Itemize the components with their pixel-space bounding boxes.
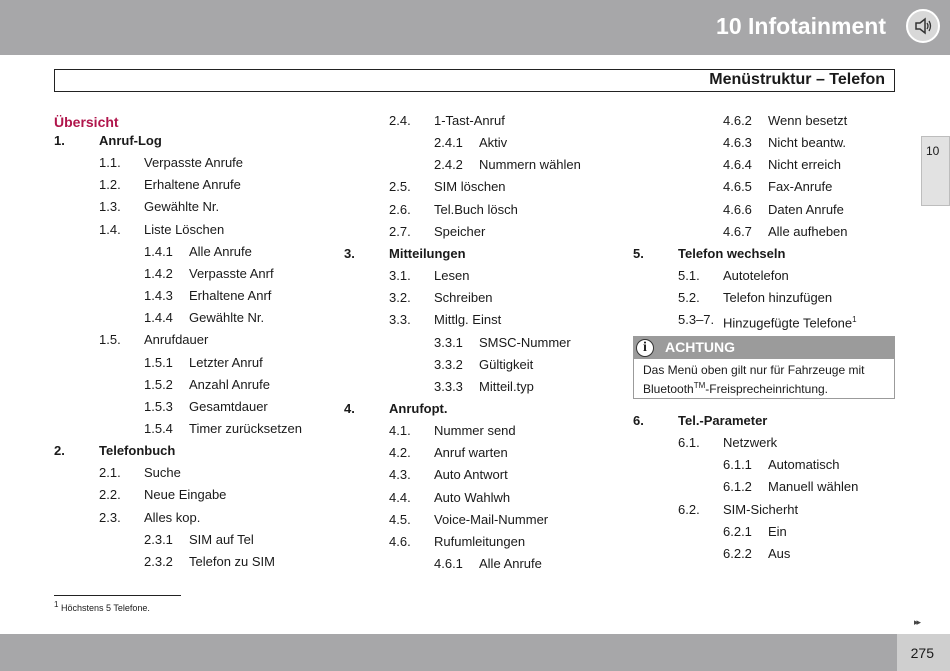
side-tab-label: 10	[926, 144, 940, 158]
warning-box	[633, 336, 895, 399]
menu-item-number: 2.6.	[389, 201, 411, 217]
menu-item-number: 4.3.	[389, 467, 411, 483]
menu-item-label: Erhaltene Anrf	[189, 288, 272, 304]
menu-item-number: 1.4.4	[144, 310, 173, 326]
menu-item-number: 6.1.	[678, 435, 700, 451]
menu-item-number: 6.2.2	[723, 545, 752, 561]
menu-item-number: 3.3.3	[434, 378, 463, 394]
footnote-divider	[54, 595, 181, 596]
menu-item-number: 3.3.	[389, 312, 411, 328]
menu-item-label: Voice-Mail-Nummer	[434, 511, 549, 527]
menu-item-number: 2.3.2	[144, 553, 173, 569]
next-page-icon[interactable]: ▸▸	[914, 617, 920, 627]
menu-item-label: Schreiben	[434, 290, 493, 306]
menu-item-number: 2.7.	[389, 223, 411, 239]
menu-item-number: 5.	[633, 245, 644, 261]
menu-item-number: 5.2.	[678, 290, 700, 306]
warning-title: ACHTUNG	[665, 339, 735, 355]
warning-text-part2: -Freisprecheinrichtung.	[705, 382, 828, 396]
menu-item-number: 1.4.	[99, 221, 121, 237]
menu-item-label: Speicher	[434, 223, 486, 239]
chapter-side-tab[interactable]	[921, 136, 950, 206]
menu-item-label: SMSC-Nummer	[479, 334, 571, 350]
menu-item-number: 2.3.1	[144, 531, 173, 547]
menu-item-number: 1.5.3	[144, 398, 173, 414]
menu-section-title: Mitteilungen	[389, 245, 466, 261]
menu-item-label: Anrufdauer	[144, 332, 209, 348]
menu-item-label: Aus	[768, 545, 791, 561]
menu-item-number: 4.6.	[389, 533, 411, 549]
menu-item-label: Mittlg. Einst	[434, 312, 502, 328]
section-header	[54, 69, 895, 92]
menu-item-number: 1.	[54, 133, 65, 148]
menu-item-label: Erhaltene Anrufe	[144, 177, 241, 193]
menu-item-label: Nicht erreich	[768, 157, 841, 173]
menu-item-number: 5.3–7.	[678, 312, 715, 328]
menu-item-label: SIM-Sicherht	[723, 501, 799, 517]
menu-item-number: 4.2.	[389, 445, 411, 461]
menu-item-number: 6.2.	[678, 501, 700, 517]
menu-item-label: Tel.Buch lösch	[434, 201, 518, 217]
menu-item-label: Gültigkeit	[479, 356, 534, 372]
menu-item-number: 1.5.2	[144, 376, 173, 392]
menu-item-label: Gewählte Nr.	[189, 310, 265, 326]
menu-item-number: 1.5.4	[144, 420, 173, 436]
menu-item-number: 4.6.4	[723, 157, 752, 173]
speaker-icon	[906, 9, 940, 43]
menu-item-number: 1.4.3	[144, 288, 173, 304]
menu-item-label: Telefon zu SIM	[189, 553, 275, 569]
menu-item-label: Mitteil.typ	[479, 378, 534, 394]
footnote-text: Höchstens 5 Telefone.	[60, 603, 150, 613]
menu-item-label: Timer zurücksetzen	[189, 420, 302, 436]
menu-item-label: Auto Wahlwh	[434, 489, 511, 505]
menu-item-number: 4.6.6	[723, 201, 752, 217]
menu-item-number: 2.	[54, 443, 65, 459]
menu-item-label: Daten Anrufe	[768, 201, 844, 217]
menu-item-label: Gewählte Nr.	[144, 199, 220, 215]
menu-item-label: Anzahl Anrufe	[189, 376, 270, 392]
warning-header	[634, 337, 894, 359]
menu-section-title: Tel.-Parameter	[678, 413, 768, 428]
menu-item-label: 1-Tast-Anruf	[434, 113, 505, 128]
menu-item-label: Nicht beantw.	[768, 135, 847, 151]
menu-item-number: 4.1.	[389, 423, 411, 439]
menu-section-title: Telefon wechseln	[678, 245, 786, 261]
menu-item-label: Liste Löschen	[144, 221, 225, 237]
menu-item-number: 6.1.2	[723, 479, 752, 495]
menu-item-label: Alles kop.	[144, 509, 201, 525]
menu-item-number: 3.	[344, 245, 355, 261]
menu-item-label: Anruf warten	[434, 445, 508, 461]
menu-item-number: 3.3.2	[434, 356, 463, 372]
menu-item-label: Alle aufheben	[768, 223, 848, 239]
footnote-reference: 1	[852, 315, 857, 325]
warning-text	[643, 363, 893, 397]
menu-item-number: 1.4.1	[144, 243, 173, 259]
menu-section-title: Anruf-Log	[99, 133, 162, 148]
menu-item-number: 6.2.1	[723, 523, 752, 539]
menu-item-number: 4.6.2	[723, 113, 752, 128]
menu-item-number: 4.6.7	[723, 223, 752, 239]
menu-item-label: Suche	[144, 465, 181, 481]
warning-text-part1: Das Menü oben gilt nur für Fahrzeuge mit Bluetooth	[643, 363, 865, 396]
trademark-mark: TM	[693, 381, 706, 390]
menu-item-label: Nummer send	[434, 423, 516, 439]
page-number-box	[897, 634, 950, 671]
menu-item-label: Wenn besetzt	[768, 113, 848, 128]
menu-item-label: Netzwerk	[723, 435, 778, 451]
menu-item-label: Autotelefon	[723, 268, 789, 284]
menu-section-title: Anrufopt.	[389, 400, 448, 416]
section-title: Menüstruktur – Telefon	[709, 71, 885, 88]
menu-item-number: 1.3.	[99, 199, 121, 215]
menu-item-label: Telefon hinzufügen	[723, 290, 833, 306]
menu-item-label: Lesen	[434, 268, 470, 284]
menu-item-label: Nummern wählen	[479, 157, 581, 173]
menu-item-label: Automatisch	[768, 457, 840, 473]
chapter-title: 10 Infotainment	[716, 13, 886, 39]
menu-item-label: Verpasste Anrf	[189, 265, 274, 281]
menu-item-number: 1.5.1	[144, 354, 173, 370]
menu-item-number: 2.4.2	[434, 157, 463, 173]
menu-item-number: 2.2.	[99, 487, 121, 503]
info-icon: i	[636, 339, 654, 357]
menu-item-label: Hinzugefügte Telefone$^1$	[723, 315, 857, 331]
menu-item-label: Manuell wählen	[768, 479, 859, 495]
menu-item-number: 3.1.	[389, 268, 411, 284]
menu-item-label: Neue Eingabe	[144, 487, 227, 503]
menu-item-number: 4.5.	[389, 511, 411, 527]
menu-item-number: 2.4.1	[434, 135, 463, 151]
footnote-mark: 1	[54, 600, 59, 609]
chapter-header-bar	[0, 0, 950, 55]
menu-item-label: Verpasste Anrufe	[144, 155, 244, 171]
menu-section-title: Telefonbuch	[99, 443, 176, 459]
menu-item-number: 4.	[344, 400, 355, 416]
footnote	[54, 600, 150, 613]
menu-item-label: Gesamtdauer	[189, 398, 268, 414]
menu-item-number: 1.2.	[99, 177, 121, 193]
menu-item-label: Alle Anrufe	[479, 556, 542, 571]
menu-item-number: 3.3.1	[434, 334, 463, 350]
menu-item-number: 4.6.3	[723, 135, 752, 151]
menu-item-number: 1.5.	[99, 332, 121, 348]
menu-item-number: 6.	[633, 413, 644, 428]
menu-item-number: 4.4.	[389, 489, 411, 505]
menu-item-number: 5.1.	[678, 268, 700, 284]
menu-item-number: 4.6.1	[434, 556, 463, 571]
page-number: 275	[910, 645, 934, 661]
menu-item-label: Alle Anrufe	[189, 243, 252, 259]
menu-item-label: Letzter Anruf	[189, 354, 263, 370]
menu-item-label: SIM löschen	[434, 179, 506, 195]
menu-item-number: 4.6.5	[723, 179, 752, 195]
menu-item-number: 2.4.	[389, 113, 411, 128]
menu-item-label: Aktiv	[479, 135, 508, 151]
menu-item-number: 3.2.	[389, 290, 411, 306]
menu-item-number: 2.5.	[389, 179, 411, 195]
menu-item-number: 2.1.	[99, 465, 121, 481]
menu-item-label: Auto Antwort	[434, 467, 508, 483]
menu-item-number: 1.1.	[99, 155, 121, 171]
menu-item-label: SIM auf Tel	[189, 531, 254, 547]
menu-item-label: Fax-Anrufe	[768, 179, 833, 195]
menu-item-number: 6.1.1	[723, 457, 752, 473]
menu-item-label: Ein	[768, 523, 787, 539]
footer-bar	[0, 634, 950, 671]
overview-heading: Übersicht	[54, 114, 119, 130]
menu-item-number: 1.4.2	[144, 265, 173, 281]
menu-item-label: Rufumleitungen	[434, 533, 526, 549]
menu-item-number: 2.3.	[99, 509, 121, 525]
